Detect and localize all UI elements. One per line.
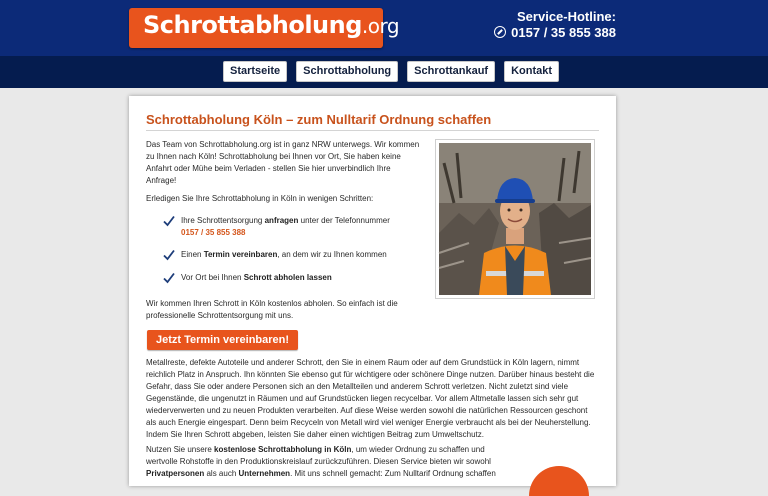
nav-startseite[interactable]: Startseite <box>223 61 287 82</box>
step-text-2: Einen Termin vereinbaren, an dem wir zu Ihnen kommen <box>181 250 387 259</box>
book-appointment-button[interactable]: Jetzt Termin vereinbaren! <box>147 330 298 350</box>
logo-text: Schrottabholung.org <box>143 11 400 39</box>
intro-paragraph: Das Team von Schrottabholung.org ist in ganz NRW unterwegs. Wir kommen zu Ihnen nach Köln! Schrottabholung bei Ihnen vor Ort, Sie haben keine Anfahrt oder Mühe beim Verladen - stellen Sie hier unverbindlich Ihre Anfrage! <box>146 140 420 185</box>
steps-intro: Erledigen Sie Ihre Schrottabholung in Köln in wenigen Schritten: <box>146 194 374 203</box>
content-panel <box>129 96 616 486</box>
closing-paragraph: Wir kommen Ihren Schrott in Köln kostenlos abholen. So einfach ist die professionelle Schrottentsorgung mit uns. <box>146 299 398 320</box>
nav-schrottankauf[interactable]: Schrottankauf <box>407 61 495 82</box>
check-icon <box>163 249 175 261</box>
page-title: Schrottabholung Köln – zum Nulltarif Ordnung schaffen <box>146 112 492 127</box>
main-body-paragraph: Metallreste, defekte Autoteile und anderer Schrott, den Sie in einem Raum oder auf dem Grundstück in Köln lagern, nimmt reichlich Platz in Anspruch. Ihn könnten Sie ebenso gut für wichtigere oder schönere Dinge nutzen. Darüber hinaus besteht die Gefahr, dass Sie oder andere Personen sich an den Metallteilen und anderem Schrott verletzen. Nicht zuletzt sind viele Gegenstände, die ungenutzt in Räumen und auf Grundstücken liegen recycelbar. Vor allem Altmetalle lassen sich sehr gut wiederverwerten und zu neuen Produkten verarbeiten. Auf diese Weise werden sowohl die natürlichen Ressourcen geschont als auch Energie eingespart. Denn beim Recyceln von Metall wird viel weniger Energie verbraucht als bei der Neuherstellung. Indem Sie Ihren Schrott abgeben, leisten Sie daher einen wichtigen Beitrag zum Umweltschutz. <box>146 358 595 439</box>
worker-photo <box>435 139 595 299</box>
step-text-3: Vor Ort bei Ihnen Schrott abholen lassen <box>181 273 332 282</box>
step-text-1: Ihre Schrottentsorgung anfragen unter der Telefonnummer 0157 / 35 855 388 <box>181 216 390 237</box>
nav-kontakt[interactable]: Kontakt <box>504 61 559 82</box>
step-item-3 <box>163 272 332 284</box>
hotline-number[interactable]: 0157 / 35 855 388 <box>494 25 616 40</box>
nav-schrottabholung[interactable]: Schrottabholung <box>296 61 398 82</box>
service-paragraph: Nutzen Sie unsere kostenlose Schrottabholung in Köln, um wieder Ordnung zu schaffen und wertvolle Rohstoffe in den Produktionskreislauf zurückzuführen. Diesen Service bieten wir sowohl Privatpersonen als auch Unternehmen. Mit uns schnell gemacht: Zum Nulltarif Ordnung schaffen <box>146 445 496 478</box>
main-navigation <box>0 56 768 88</box>
site-header <box>0 0 768 56</box>
check-icon <box>163 272 175 284</box>
hotline-label: Service-Hotline: <box>517 9 616 24</box>
check-icon <box>163 215 175 227</box>
title-divider <box>146 130 599 131</box>
site-logo[interactable] <box>129 8 400 48</box>
phone-icon <box>494 26 506 38</box>
step-item-1 <box>163 215 390 239</box>
step-phone-number[interactable]: 0157 / 35 855 388 <box>181 228 246 237</box>
service-hotline <box>494 9 616 40</box>
decorative-badge <box>529 466 589 496</box>
step-item-2 <box>163 249 387 261</box>
